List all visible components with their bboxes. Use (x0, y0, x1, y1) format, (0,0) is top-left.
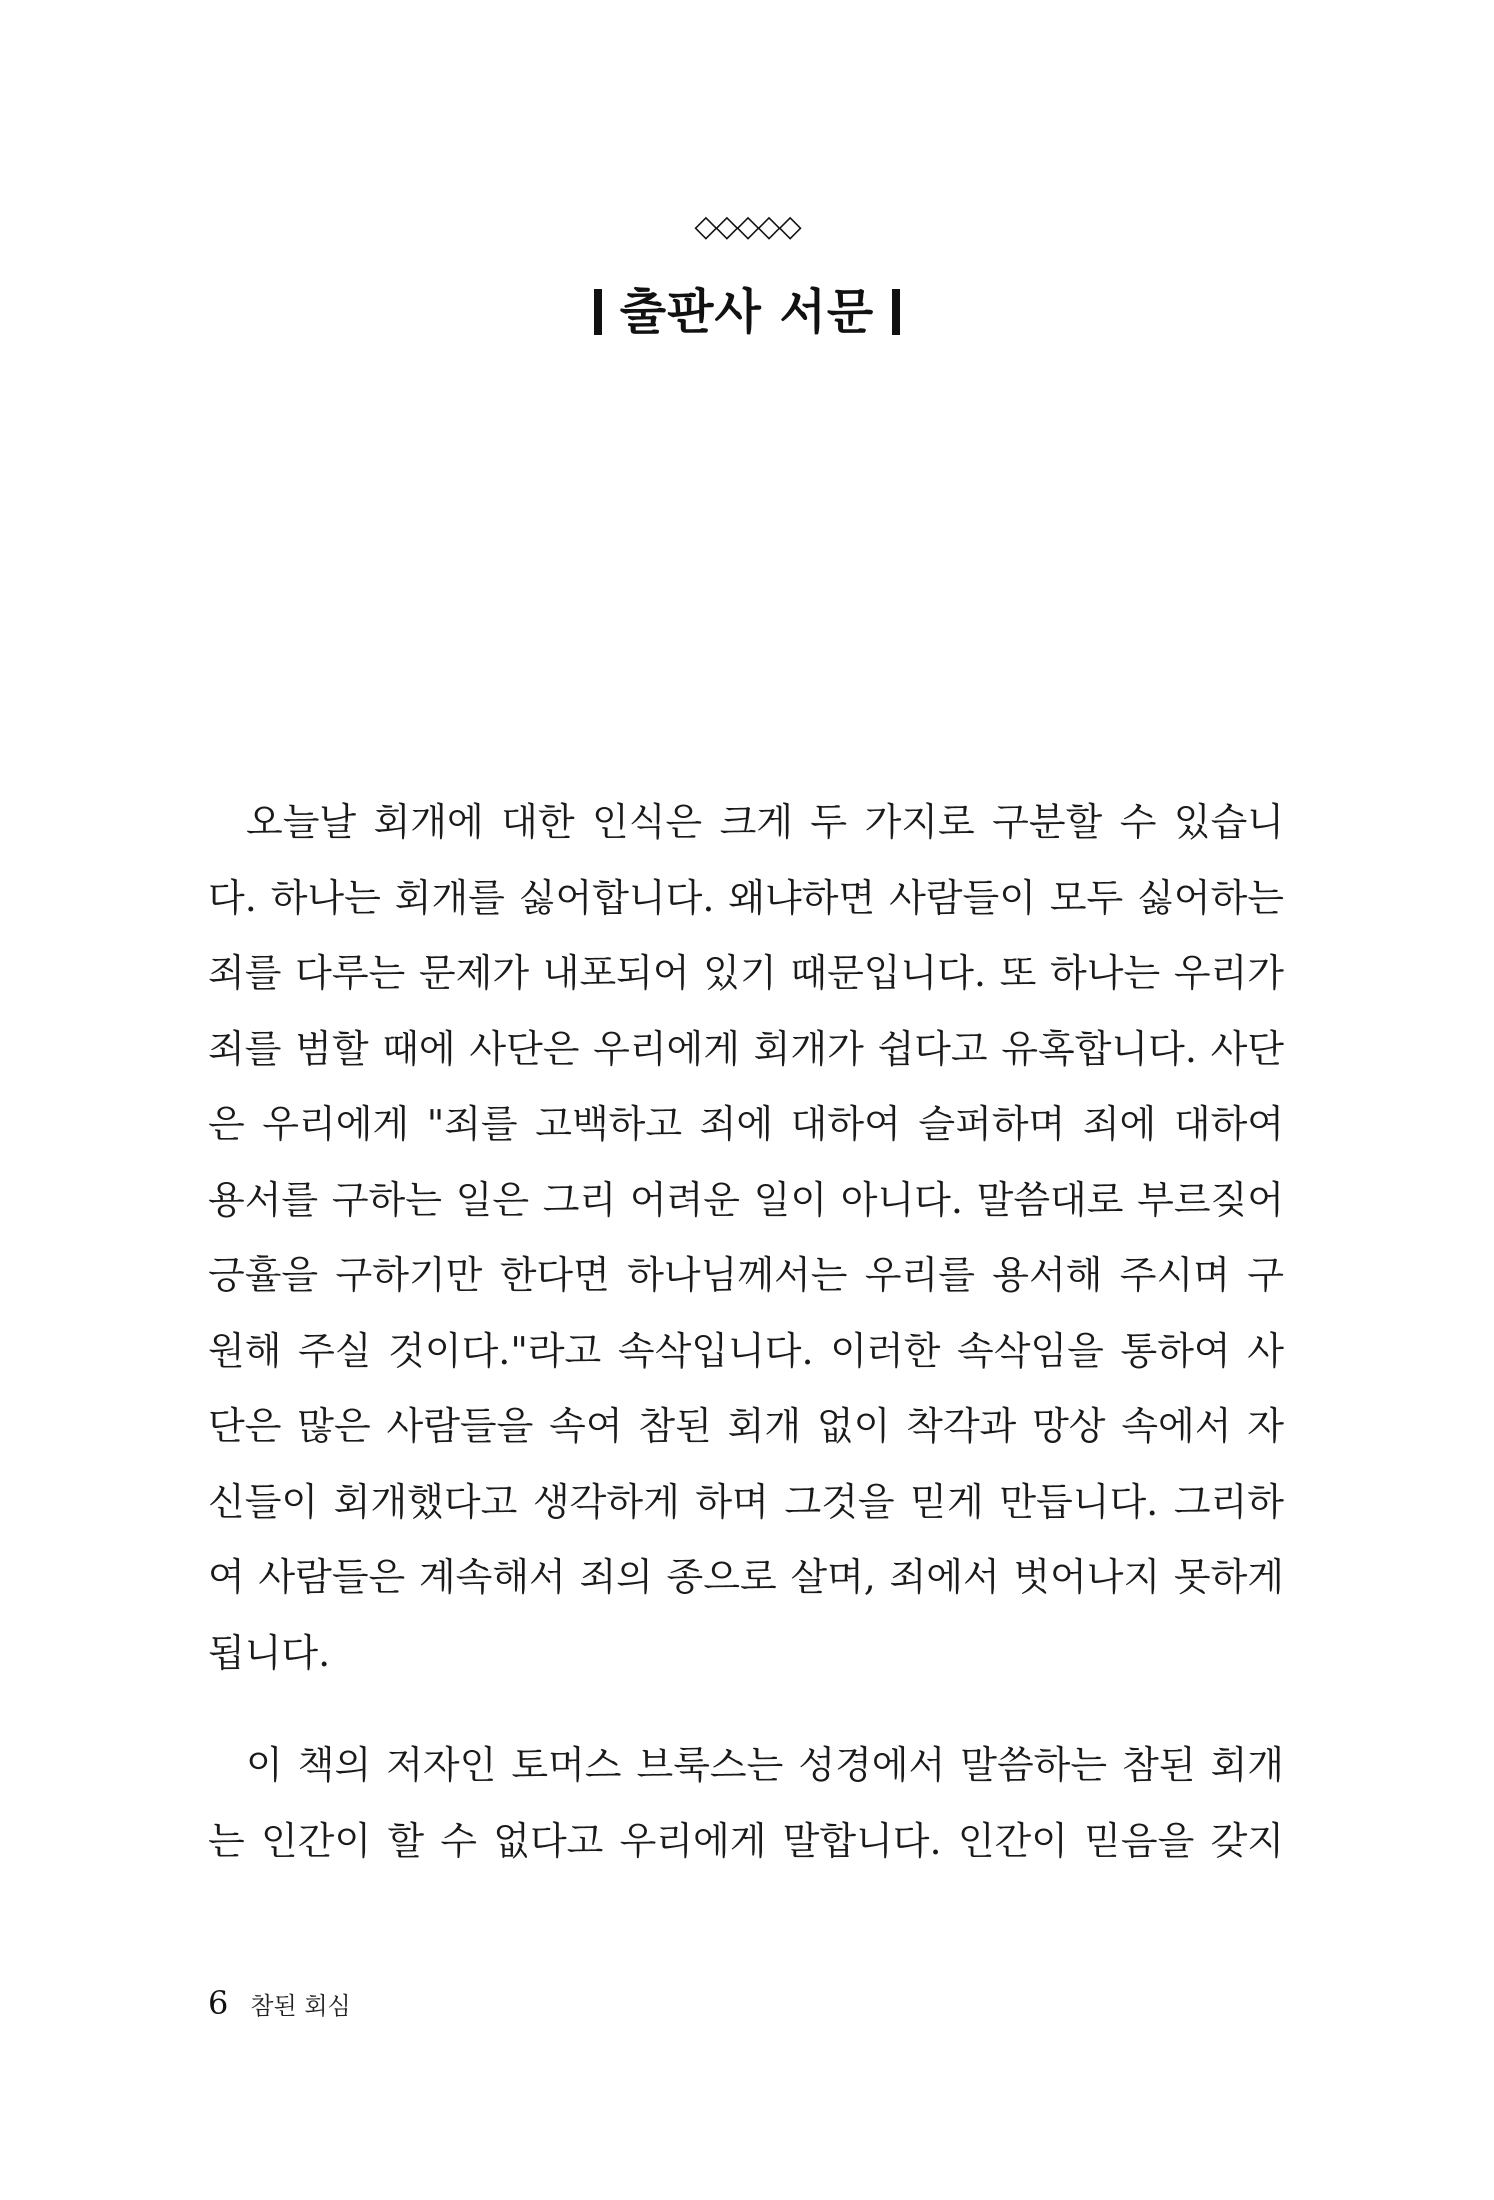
paragraph-line: 여 사람들은 계속해서 죄의 종으로 살며, 죄에서 벗어나지 못하게 (208, 1555, 1284, 1599)
page-footer (208, 1984, 351, 2022)
paragraph-line: 는 인간이 할 수 없다고 우리에게 말합니다. 인간이 믿음을 갖지 (208, 1818, 1284, 1863)
chapter-title (0, 284, 1494, 340)
page-number: 6 (208, 1984, 229, 2022)
paragraph-line (208, 1728, 1284, 1804)
paragraph-line: 다. 하나는 회개를 싫어합니다. 왜냐하면 사람들이 모두 싫어하는 (208, 875, 1284, 920)
paragraph-line: 됩니다. (208, 1630, 331, 1675)
running-title: 참된 회심 (250, 1992, 351, 2020)
paragraph-line (208, 785, 1284, 861)
diamond-ornament: ◇◇◇◇◇ (694, 209, 800, 244)
paragraph-line: 용서를 구하는 일은 그리 어려운 일이 아니다. 말씀대로 부르짖어 (208, 1177, 1284, 1222)
paragraph-line: 죄를 다루는 문제가 내포되어 있기 때문입니다. 또 하나는 우리가 (208, 951, 1284, 995)
chapter-title-text: 출판사 서문 (619, 284, 875, 340)
paragraph-line: 단은 많은 사람들을 속여 참된 회개 없이 착각과 망상 속에서 자 (208, 1404, 1284, 1448)
paragraph-line-text: 오늘날 회개에 대한 인식은 크게 두 가지로 구분할 수 있습니 (246, 800, 1284, 844)
title-right-bar (892, 289, 900, 335)
body-paragraph-1 (208, 785, 1284, 1691)
paragraph-line: 은 우리에게 "죄를 고백하고 죄에 대하여 슬퍼하며 죄에 대하여 (208, 1102, 1284, 1146)
paragraph-line-text: 이 책의 저자인 토머스 브룩스는 성경에서 말씀하는 참된 회개 (246, 1743, 1284, 1787)
paragraph-line: 죄를 범할 때에 사단은 우리에게 회개가 쉽다고 유혹합니다. 사단 (208, 1026, 1284, 1071)
title-left-bar (594, 289, 602, 335)
paragraph-line: 신들이 회개했다고 생각하게 하며 그것을 믿게 만듭니다. 그리하 (208, 1479, 1284, 1524)
body-paragraph-2 (208, 1728, 1284, 1879)
paragraph-line: 원해 주실 것이다."라고 속삭입니다. 이러한 속삭임을 통하여 사 (208, 1328, 1284, 1373)
paragraph-line: 긍휼을 구하기만 한다면 하나님께서는 우리를 용서해 주시며 구 (208, 1253, 1284, 1297)
